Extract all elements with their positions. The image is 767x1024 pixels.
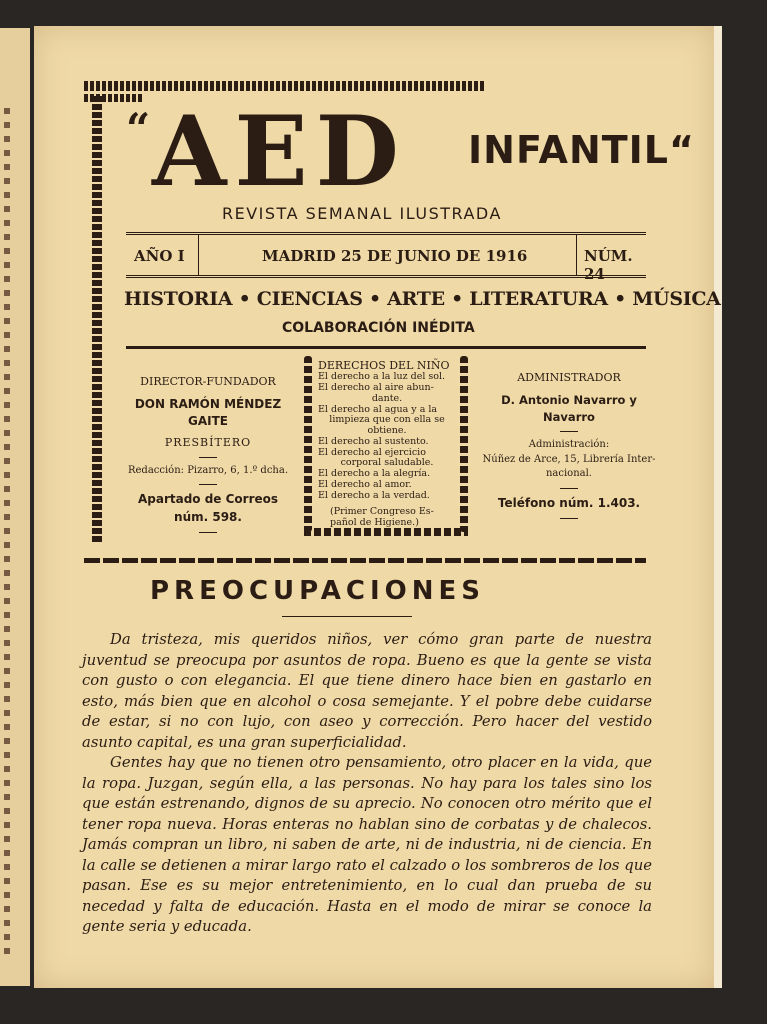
- rights-source: pañol de Higiene.): [330, 516, 419, 528]
- rights-line: El derecho al amor.: [318, 478, 412, 490]
- rights-line: El derecho al aire abun-: [318, 382, 434, 394]
- administrator-name: D. Antonio Navarro y Navarro: [501, 392, 637, 424]
- director-role: PRESBÍTERO: [164, 435, 252, 449]
- divider: [199, 532, 217, 533]
- divider: [560, 431, 578, 432]
- rights-box-border-right: [460, 356, 468, 532]
- rights-box-text: [318, 360, 456, 529]
- masthead-title-suffix: INFANTIL“: [468, 128, 695, 172]
- rights-line: El derecho a la alegría.: [318, 468, 431, 480]
- rights-line: El derecho al agua y a la: [318, 403, 438, 415]
- rights-box-border-left: [304, 356, 312, 532]
- title-open-quote: “: [126, 104, 151, 153]
- rights-source: (Primer Congreso Es-: [330, 506, 434, 518]
- rights-line: limpieza que con ella se: [329, 414, 445, 426]
- divider: [199, 457, 217, 458]
- ornamental-frame-left: [92, 96, 102, 544]
- ornamental-frame-top: [84, 81, 486, 91]
- issue-number: NÚM. 24: [584, 247, 633, 283]
- director-column: [120, 374, 296, 539]
- sections-line: HISTORIA • CIENCIAS • ARTE • LITERATURA • MÚSICA: [124, 288, 721, 310]
- issue-year: AÑO I: [134, 247, 185, 265]
- article-paragraph: Gentes hay que no tienen otro pensamiento, otro placer en la vida, que la ropa. Juzgan, según ella, a las personas. No hay para los tales sino los que están estrenando, dignos de su aprecio. No conocen otro mérito que el tener ropa nueva. Horas enteras no hablan sino de corbatas y de chalecos. Jamás compran un libro, ni saben de arte, ni de industria, ni de ciencia. En la calle se detienen a mirar largo rato el calzado o los sombreros de los que pasan. Ese es su mejor entretenimiento, en lo cual dan prueba de su necedad y falta de educación. Hasta en el modo de mirar se conoce la gente seria y educada.: [82, 754, 652, 935]
- issue-date: MADRID 25 DE JUNIO DE 1916: [262, 247, 528, 265]
- rights-line: El derecho a la verdad.: [318, 489, 430, 501]
- article-body: [82, 630, 652, 938]
- administration-address: Núñez de Arce, 15, Librería Inter-: [482, 453, 656, 465]
- rights-box: [304, 356, 468, 536]
- heading-rule: [282, 616, 412, 617]
- section-separator: [84, 558, 646, 563]
- administration-address: nacional.: [545, 468, 592, 480]
- rights-line: corporal saludable.: [340, 457, 434, 469]
- masthead-title: AED: [152, 95, 407, 208]
- issue-info-bar: [126, 232, 646, 283]
- facing-page-edge: [0, 28, 30, 986]
- rights-box-border-bottom: [304, 528, 468, 536]
- facing-page-ornament: [4, 108, 10, 958]
- rights-line: El derecho al sustento.: [318, 435, 429, 447]
- info-separator: [198, 235, 199, 275]
- director-name: DON RAMÓN MÉNDEZ GAITE: [134, 396, 282, 429]
- collaboration-line: COLABORACIÓN INÉDITA: [282, 320, 475, 336]
- rights-line: El derecho a la luz del sol.: [318, 371, 446, 383]
- apartado-label: Apartado de Correos: [137, 492, 279, 507]
- rights-line: dante.: [371, 392, 403, 404]
- apartado-number: núm. 598.: [174, 509, 242, 524]
- administration-label: Administración:: [528, 439, 610, 451]
- page-edge: [714, 26, 722, 988]
- administrator-label: ADMINISTRADOR: [517, 371, 621, 384]
- administrator-column: [474, 370, 664, 525]
- masthead-subtitle: REVISTA SEMANAL ILUSTRADA: [222, 204, 502, 223]
- divider: [199, 484, 217, 485]
- header-rule: [126, 346, 646, 349]
- article-heading: PREOCUPACIONES: [150, 576, 486, 606]
- director-label: DIRECTOR-FUNDADOR: [140, 375, 276, 388]
- administration-phone: Teléfono núm. 1.403.: [497, 495, 641, 510]
- divider: [560, 518, 578, 519]
- magazine-page: [34, 26, 721, 988]
- info-separator: [576, 235, 577, 275]
- rights-line: El derecho al ejercicio: [318, 446, 426, 458]
- article-paragraph: Da tristeza, mis queridos niños, ver cómo gran parte de nuestra juventud se preocupa por asuntos de ropa. Bueno es que la gente se vista con gusto o con elegancia. El que tiene dinero hace bien en gastarlo en esto, más bien que en alcohol o cosa semejante. Y el pobre debe cuidarse de estar, si no con lujo, con aseo y corrección. Pero hacer del vestido asunto capital, es una gran superficialidad.: [82, 631, 652, 751]
- redaccion-address: Redacción: Pizarro, 6, 1.º dcha.: [127, 464, 289, 476]
- rights-line: obtiene.: [367, 425, 407, 437]
- rights-title: DERECHOS DEL NIÑO: [318, 359, 450, 372]
- divider: [560, 488, 578, 489]
